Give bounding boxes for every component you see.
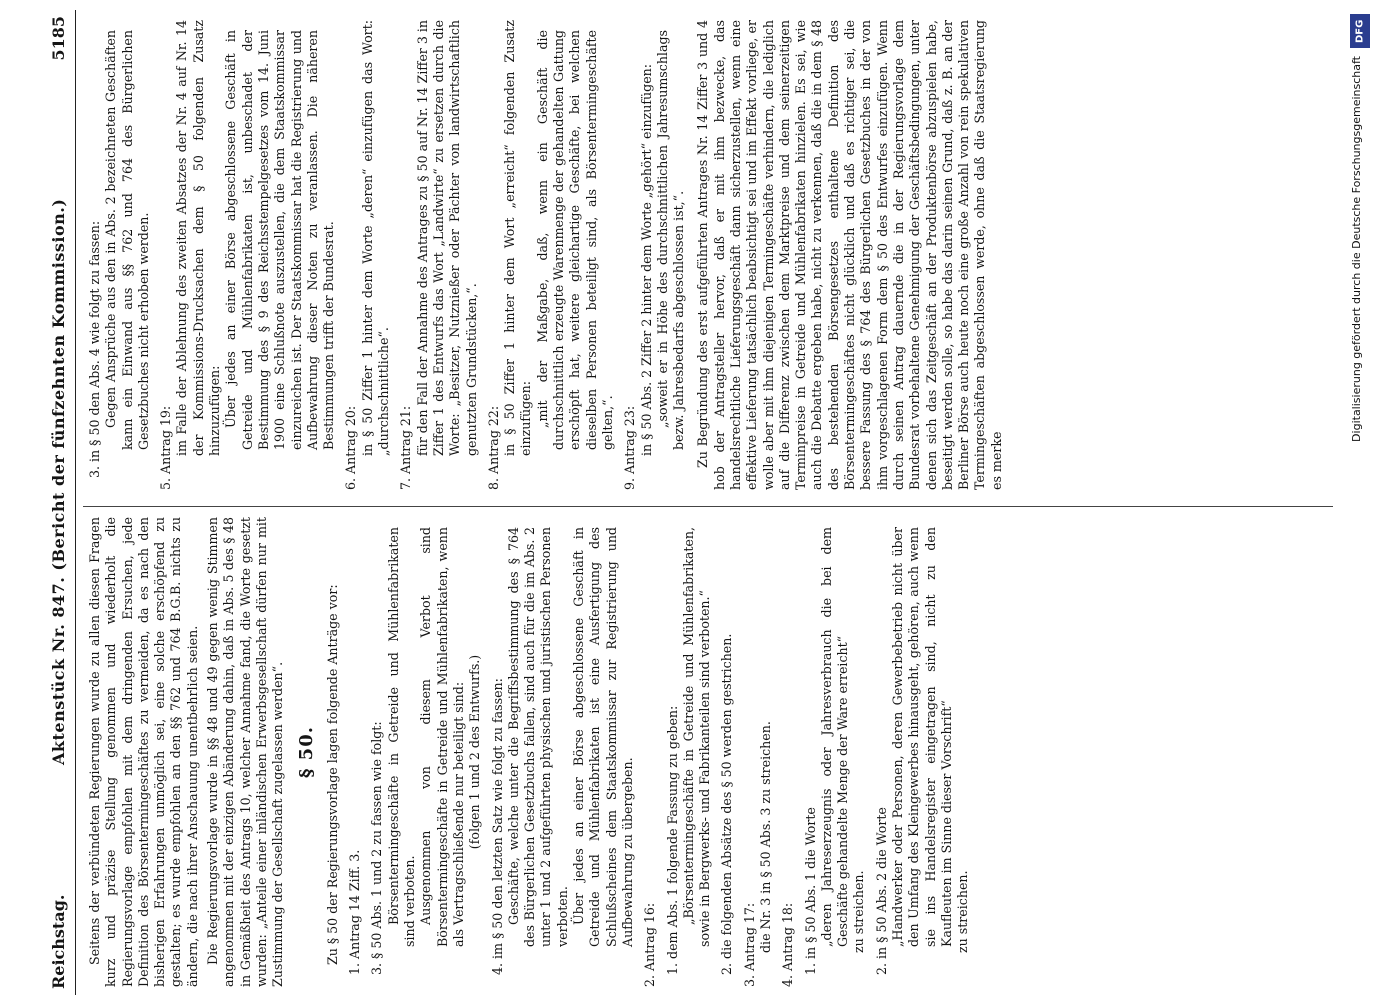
paragraph: zu streichen. <box>955 870 971 953</box>
paragraph: Die Regierungsvorlage wurde in §§ 48 und 49 gegen wenig Stimmen angenommen mit der einzigen Abänderung dahin, daß in Abs. 5 des § 48 in Gemäßheit des Antrags 10, welcher Annahme fand, die Worte gesetzt wurden: „Anteile einer inländischen Erwerbsgesellschaft dürfen nur mit Zustimmung der Gesellschaft zugelassen werden“. <box>205 517 286 987</box>
quote: „Börsentermingeschäfte in Getreide und Mühlenfabrikaten, sowie in Bergwerks- und Fabrikanteilen sind verboten.“ <box>680 527 713 947</box>
quote: Gegen Ansprüche aus den in Abs. 2 bezeichneten Geschäften kann ein Einwand aus §§ 762 und 764 des Bürgerlichen Gesetzbuches nicht erhoben werden. <box>103 30 151 450</box>
document-page <box>45 0 1030 995</box>
list-item: 7. Antrag 21: <box>398 405 414 490</box>
list-item: 3. Antrag 17: <box>741 902 757 987</box>
list-item: 2. in § 50 Abs. 2 die Worte <box>873 807 889 975</box>
paragraph: Zu Begründung des erst aufgeführten Antrages Nr. 14 Ziffer 3 und 4 hob der Antragsteller hervor, daß er mit ihm bezwecke, das handelsrechtliche Lieferungsgeschäft dann sicherzustellen, wenn eine effektive Lieferung tatsächlich beabsichtigt sei und im Effekt vorliege, er wolle aber mit ihm diejenigen Termingeschäfte verhindern, die lediglich auf die Differenz zwischen dem Marktpreise und dem seinerzeitigen Terminpreise in Getreide und Mühlenfabrikaten hinzielen. Es sei, wie auch die Debatte ergeben habe, nicht zu verkennen, daß die in dem § 48 des bestehenden Börsengesetzes enthaltene Definition des Börsentermingeschäftes nicht glücklich und daß es richtiger sei, die bessere Fassung des § 764 des Bürgerlichen Gesetzbuches in der von ihm vorgeschlagenen Form dem § 50 des Entwurfes einzufügen. Wenn durch seinen Antrag dauernde die in der Regierungsvorlage dem Bundesrat vorbehaltene Genehmigung der Geschäftsbedingungen, unter denen sich das Zeitgeschäft an der Produktenbörse abzuspielen habe, beseitigt werden solle, so habe das darin seinen Grund, daß z. B. an der Berliner Börse auch heute noch eine große Anzahl von rein spekulativen Termingeschäften abgeschlossen werde, ohne daß die Staatsregierung es merke <box>695 20 1004 490</box>
column-divider <box>83 506 1333 507</box>
paragraph: für den Fall der Annahme des Antrages zu § 50 auf Nr. 14 Ziffer 3 in Ziffer 1 des Entwurfs das Wort „Landwirte“ zu ersetzen durch die Worte: „Besitzer, Nutznießer oder Pächter von landwirtschaftlich genutzten Grundstücken,“. <box>414 20 479 456</box>
quote: Börsentermingeschäfte in Getreide und Mühlenfabrikaten sind verboten. <box>385 527 418 947</box>
page-header <box>45 10 76 995</box>
list-item: 2. die folgenden Absätze des § 50 werden gestrichen. <box>719 633 735 975</box>
credit-text: Digitalisierung gefördert durch die Deutsche Forschungsgemeinschaft <box>1350 56 1363 442</box>
header-left: Reichstag. <box>49 894 68 989</box>
paragraph: die Nr. 3 in § 50 Abs. 3 zu streichen. <box>757 721 773 953</box>
quote: Ausgenommen von diesem Verbot sind Börsentermingeschäfte in Getreide und Mühlenfabrikaten, wenn als Vertragschließende nur beteiligt sind: <box>418 527 466 947</box>
list-item: 1. Antrag 14 Ziff. 3. <box>347 849 363 975</box>
list-item: 3. in § 50 den Abs. 4 wie folgt zu fassen: <box>87 220 102 478</box>
quote: „deren Jahreserzeugnis oder Jahresverbrauch die bei dem Geschäfte gehandelte Menge der Ware erreicht“ <box>818 527 851 947</box>
quote: (folgen 1 und 2 des Entwurfs.) <box>467 654 483 850</box>
list-item: 2. Antrag 16: <box>642 902 658 987</box>
section-heading: § 50. <box>295 726 317 778</box>
list-item: 9. Antrag 23: <box>622 405 638 490</box>
paragraph: Zu § 50 der Regierungsvorlage lagen folgende Anträge vor: <box>324 584 340 965</box>
paragraph: im Falle der Ablehnung des zweiten Absatzes der Nr. 4 auf Nr. 14 der Kommissions-Drucksachen dem § 50 folgenden Zusatz hinzuzufügen: <box>174 20 223 456</box>
header-title: Aktenstück Nr. 847. (Bericht der fünfzehnten Kommission.) <box>49 198 68 765</box>
quote: Über jedes an einer Börse abgeschlossene Geschäft in Getreide und Mühlenfabrikaten ist eine Ausfertigung des Schlußscheines dem Staatskommissar zur Registrierung und Aufbewahrung zu übergeben. <box>571 527 635 947</box>
left-column <box>87 517 972 987</box>
list-item: 3. § 50 Abs. 1 und 2 zu fassen wie folgt: <box>369 721 385 975</box>
list-item: 4. im § 50 den letzten Satz wie folgt zu fassen: <box>489 678 505 975</box>
quote: „soweit er in Höhe des durchschnittlichen Jahresumschlags bezw. Jahresbedarfs abgeschlossen ist,“. <box>654 30 687 450</box>
list-item: 4. Antrag 18: <box>780 902 796 987</box>
quote: Über jedes an einer Börse abgeschlossene Geschäft in Getreide und Mühlenfabrikaten ist, unbeschadet der Bestimmung des § 9 des Reichsstempelgesetzes vom 14. Juni 1900 eine Schlußnote auszustellen, die dem Staatskommissar einzureichen ist. Der Staatskommissar hat die Registrierung und Aufbewahrung dieser Noten zu veranlassen. Die näheren Bestimmungen trifft der Bundesrat. <box>223 30 337 450</box>
paragraph: in § 50 Ziffer 1 hinter dem Worte „deren“ einzufügen das Wort: „durchschnittliche“. <box>359 20 392 456</box>
list-item: 1. in § 50 Abs. 1 die Worte <box>802 807 818 975</box>
list-item: 6. Antrag 20: <box>343 405 359 490</box>
quote: Geschäfte, welche unter die Begriffsbestimmung des § 764 des Bürgerlichen Gesetzbuchs fallen, sind auch für die im Abs. 2 unter 1 und 2 aufgeführten physischen und juristischen Personen verboten. <box>505 527 570 947</box>
quote: „Handwerker oder Personen, deren Gewerbebetrieb nicht über den Umfang des Kleingewerbes hinausgeht, gehören, auch wenn sie ins Handelsregister eingetragen sind, nicht zu den Kaufleuten im Sinne dieser Vorschrift“ <box>890 527 954 947</box>
list-item: 1. dem Abs. 1 folgende Fassung zu geben: <box>664 705 680 975</box>
paragraph: in § 50 Ziffer 1 hinter dem Wort „erreicht“ folgenden Zusatz einzufügen: <box>502 20 534 456</box>
paragraph: Seitens der verbündeten Regierungen wurde zu allen diesen Fragen kurz und präzise Stellung genommen und wiederholt die Regierungsvorlage empfohlen mit dem dringenden Ersuchen, jede Definition des Börsentermingeschäftes zu vermeiden, da es nach den bisherigen Erfahrungen unmöglich sei, eine solche erschöpfend zu gestalten; es wurde empfohlen an den §§ 762 und 764 B.G.B. nichts zu ändern, die nach ihrer Anschauung unentbehrlich seien. <box>87 517 200 987</box>
list-item: 5. Antrag 19: <box>158 405 174 490</box>
page-number: 5185 <box>49 16 68 61</box>
list-item: 8. Antrag 22: <box>485 405 501 490</box>
digitization-credit <box>1340 8 1380 998</box>
quote: „mit der Maßgabe, daß, wenn ein Geschäft die durchschnittlich erzeugte Warenmenge der gehandelten Gattung erschöpft hat, weitere gleichartige Geschäfte, bei welchen dieselben Personen beteiligt sind, als Börsentermingeschäfte gelten,“. <box>534 30 615 450</box>
dfg-logo: DFG <box>1350 14 1370 48</box>
paragraph: in § 50 Abs. 2 Ziffer 2 hinter dem Worte „gehört“ einzufügen: <box>638 63 654 456</box>
right-column <box>87 20 1005 490</box>
paragraph: zu streichen. <box>851 870 867 953</box>
